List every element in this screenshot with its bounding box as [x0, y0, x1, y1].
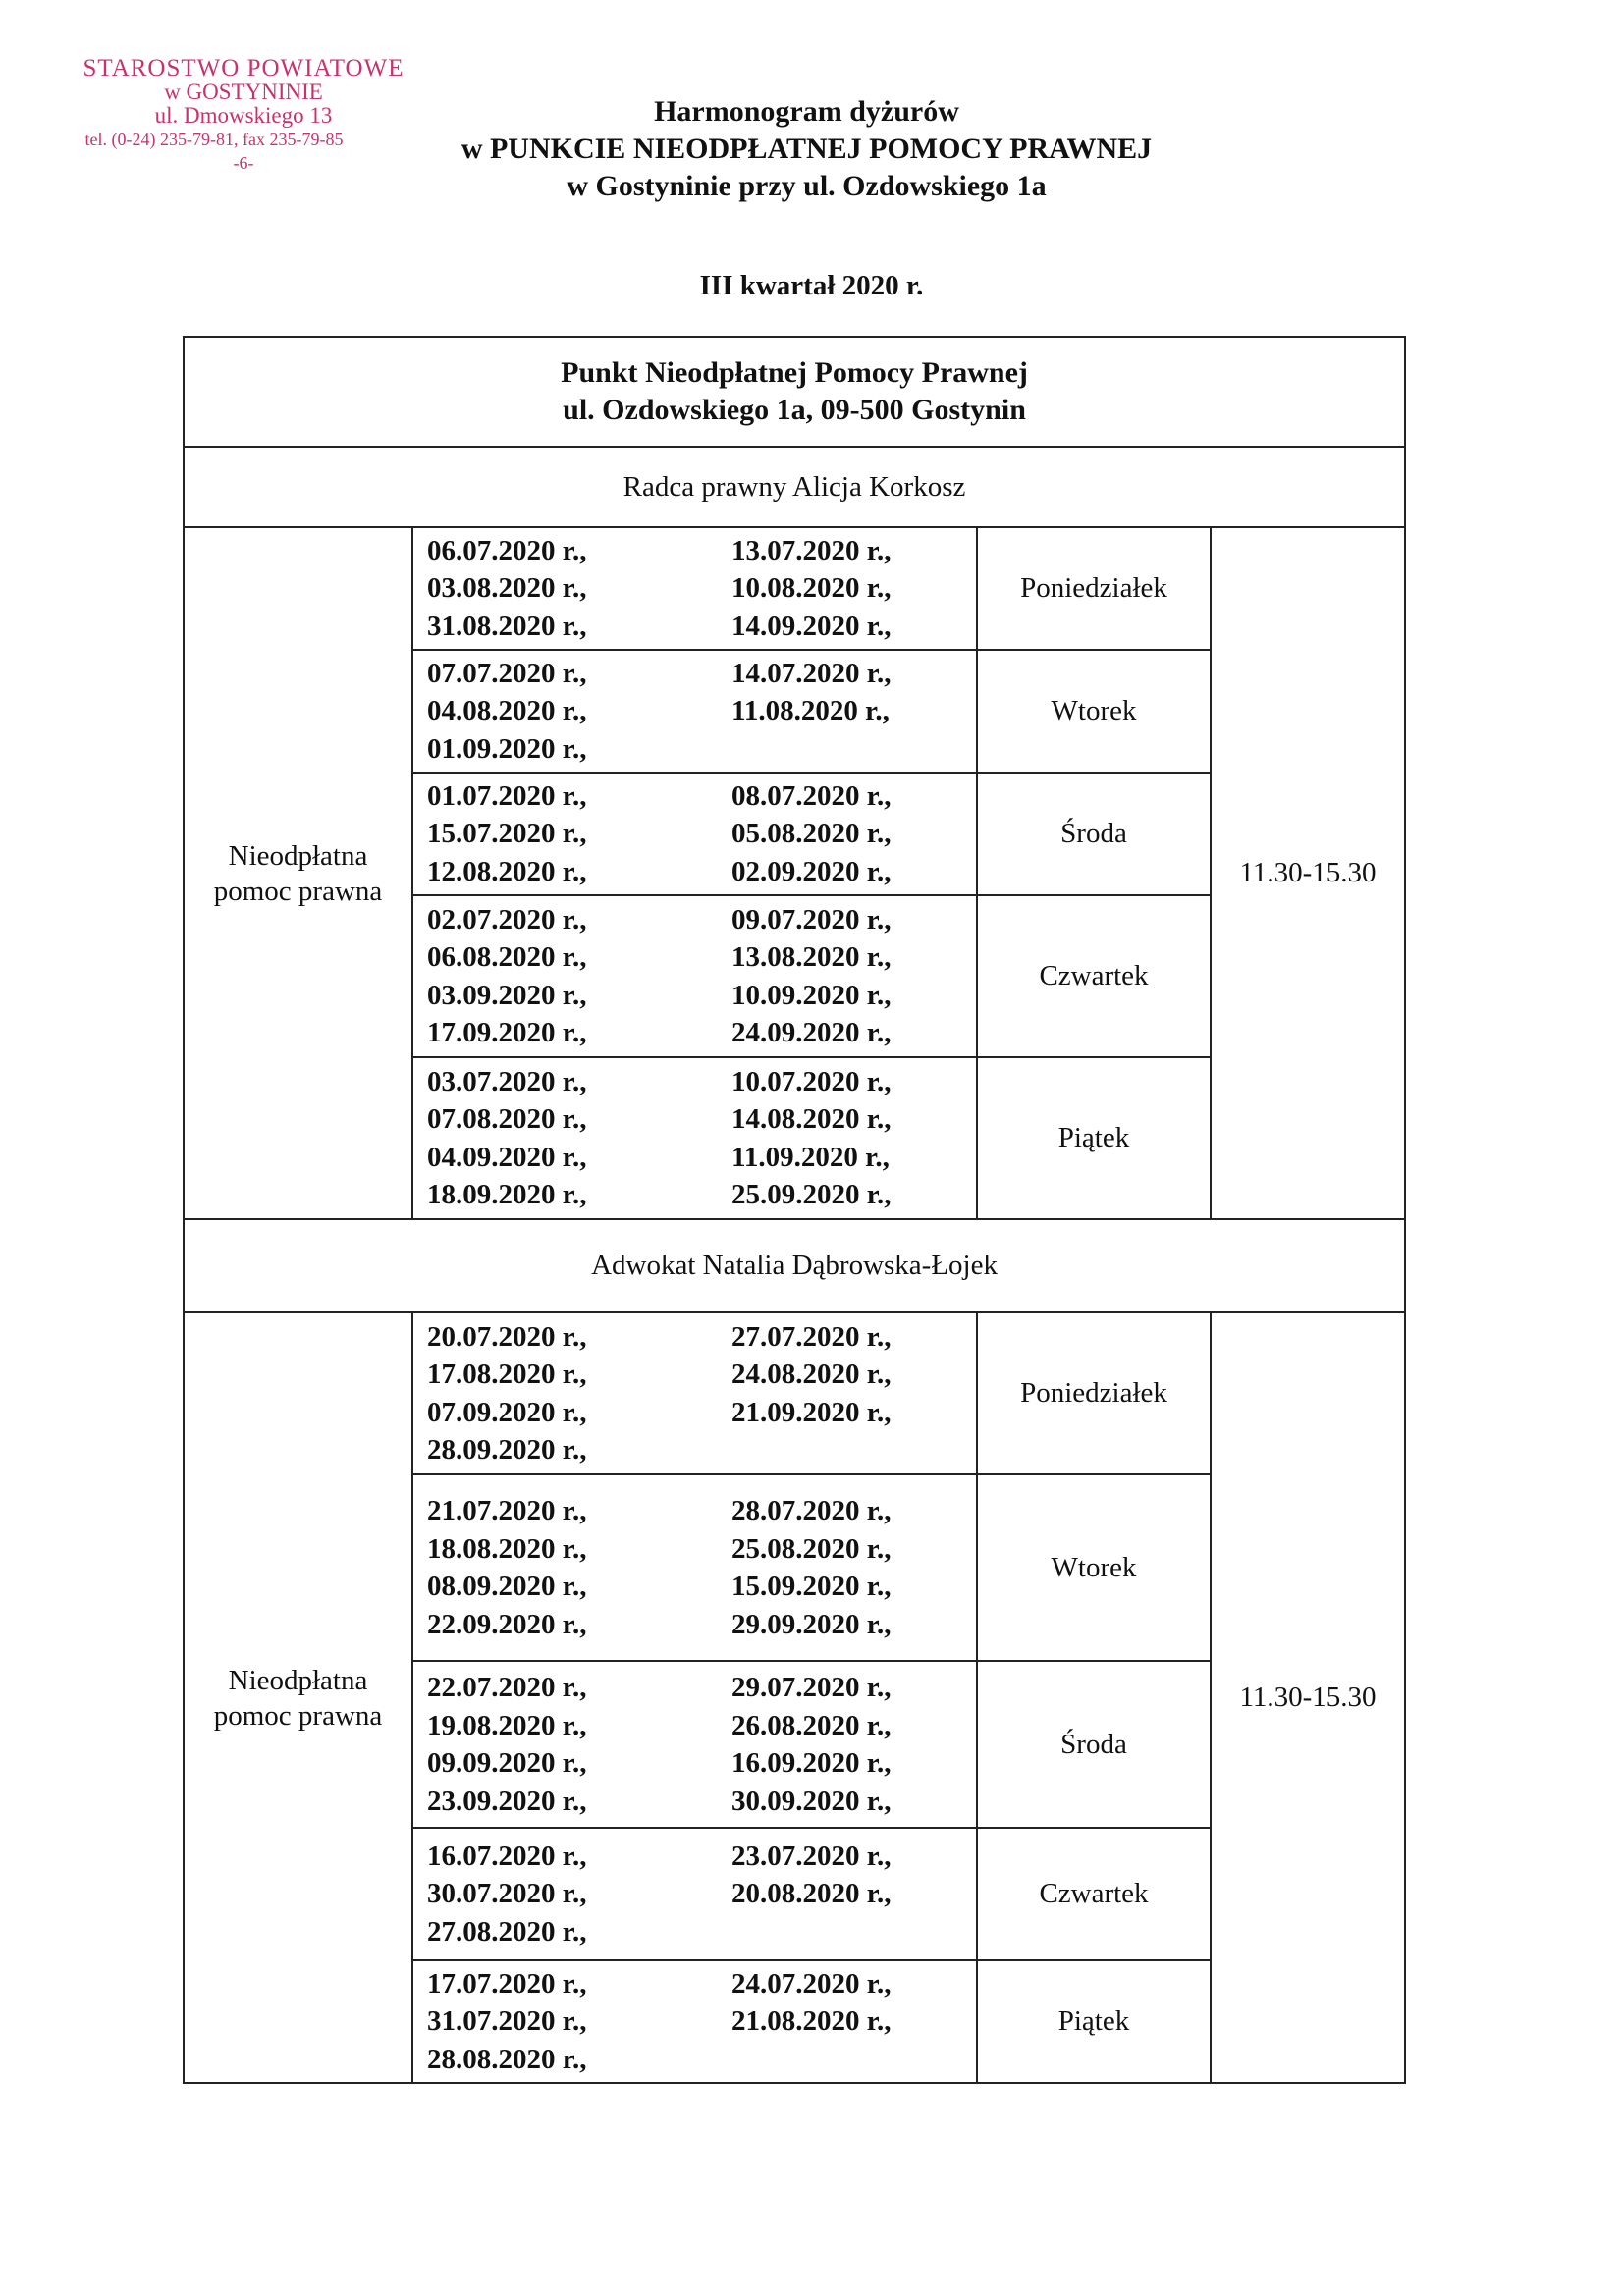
weekday: Poniedziałek: [977, 527, 1211, 650]
duty-dates: [412, 1661, 977, 1828]
service-category-line: Nieodpłatna: [228, 1664, 368, 1696]
service-category-line: pomoc prawna: [213, 875, 383, 907]
duty-date: 21.08.2020 r.,: [731, 2005, 892, 2038]
duty-date: 12.08.2020 r.,: [427, 855, 587, 887]
duty-date: 23.07.2020 r.,: [731, 1840, 892, 1872]
duty-date: 20.07.2020 r.,: [427, 1320, 587, 1353]
service-category-line: pomoc prawna: [213, 1699, 383, 1732]
duty-date: 17.09.2020 r.,: [427, 1017, 587, 1048]
duty-date: 08.09.2020 r.,: [427, 1571, 587, 1602]
duty-dates: [412, 773, 977, 895]
weekday: Piątek: [977, 1057, 1211, 1219]
schedule-table: [183, 336, 1406, 2084]
duty-dates: [412, 1312, 977, 1474]
stamp-line-3: ul. Dmowskiego 13: [154, 103, 333, 128]
duty-date: 19.08.2020 r.,: [427, 1709, 587, 1741]
weekday: Wtorek: [977, 1474, 1211, 1661]
duty-date: 09.07.2020 r.,: [731, 903, 892, 935]
duty-date: 13.08.2020 r.,: [731, 941, 892, 973]
duty-dates: [412, 1474, 977, 1661]
weekday: Poniedziałek: [977, 1312, 1211, 1474]
duty-date: 17.07.2020 r.,: [427, 1967, 587, 2000]
duty-dates: [412, 1960, 977, 2083]
duty-date: 10.09.2020 r.,: [731, 979, 892, 1011]
service-category-line: Nieodpłatna: [228, 839, 368, 872]
duty-date: 04.08.2020 r.,: [427, 695, 587, 727]
duty-date: 16.07.2020 r.,: [427, 1840, 587, 1872]
duty-date: 01.07.2020 r.,: [427, 779, 587, 812]
duty-date: 14.09.2020 r.,: [731, 610, 892, 642]
duty-date: 11.09.2020 r.,: [731, 1141, 890, 1173]
quarter-label: III kwartał 2020 r.: [699, 270, 924, 301]
stamp-line-2: w GOSTYNINIE: [164, 80, 323, 104]
duty-date: 02.09.2020 r.,: [731, 855, 892, 887]
office-hours: 11.30-15.30: [1211, 1312, 1405, 2083]
table-header: [184, 337, 1405, 447]
service-category: [184, 527, 412, 1219]
duty-date: 24.07.2020 r.,: [731, 1967, 892, 2000]
duty-dates: [412, 527, 977, 650]
duty-dates: [412, 650, 977, 773]
duty-date: 07.07.2020 r.,: [427, 657, 587, 689]
duty-date: 28.09.2020 r.,: [427, 1434, 587, 1466]
duty-date: 03.07.2020 r.,: [427, 1065, 587, 1097]
office-hours: 11.30-15.30: [1211, 527, 1405, 1219]
duty-date: 28.07.2020 r.,: [731, 1495, 892, 1526]
duty-date: 31.08.2020 r.,: [427, 610, 587, 642]
weekday: Czwartek: [977, 895, 1211, 1057]
duty-date: 25.09.2020 r.,: [731, 1179, 892, 1210]
duty-date: 06.07.2020 r.,: [427, 534, 587, 566]
duty-date: 14.08.2020 r.,: [731, 1103, 892, 1135]
duty-date: 09.09.2020 r.,: [427, 1747, 587, 1779]
duty-date: 01.09.2020 r.,: [427, 732, 587, 765]
duty-date: 07.09.2020 r.,: [427, 1396, 587, 1428]
duty-date: 20.08.2020 r.,: [731, 1878, 892, 1910]
duty-date: 27.08.2020 r.,: [427, 1915, 587, 1948]
duty-date: 15.09.2020 r.,: [731, 1571, 892, 1602]
stamp-line-5: -6-: [233, 153, 254, 173]
title-line-2: w PUNKCIE NIEODPŁATNEJ POMOCY PRAWNEJ: [460, 133, 1153, 165]
duty-date: 08.07.2020 r.,: [731, 779, 892, 812]
duty-date: 18.09.2020 r.,: [427, 1179, 587, 1210]
duty-date: 02.07.2020 r.,: [427, 903, 587, 935]
header-line-2: ul. Ozdowskiego 1a, 09-500 Gostynin: [563, 394, 1026, 426]
lawyer-name: Adwokat Natalia Dąbrowska-Łojek: [184, 1219, 1405, 1312]
table-row: [184, 527, 1405, 650]
duty-date: 14.07.2020 r.,: [731, 657, 892, 689]
duty-date: 29.07.2020 r.,: [731, 1672, 892, 1703]
duty-date: 07.08.2020 r.,: [427, 1103, 587, 1135]
stamp-line-1: STAROSTWO POWIATOWE: [82, 55, 405, 81]
duty-date: 24.09.2020 r.,: [731, 1017, 892, 1048]
table-row: [184, 1312, 1405, 1474]
duty-date: 25.08.2020 r.,: [731, 1532, 892, 1565]
title-line-1: Harmonogram dyżurów: [654, 95, 959, 128]
document-title: [0, 93, 1623, 205]
title-line-3: w Gostyninie przy ul. Ozdowskiego 1a: [567, 170, 1047, 202]
duty-date: 06.08.2020 r.,: [427, 941, 587, 973]
duty-date: 03.08.2020 r.,: [427, 572, 587, 605]
duty-date: 30.09.2020 r.,: [731, 1785, 892, 1817]
weekday: Środa: [977, 1661, 1211, 1828]
duty-date: 16.09.2020 r.,: [731, 1747, 892, 1779]
duty-date: 11.08.2020 r.,: [731, 695, 890, 727]
lawyer-name: Radca prawny Alicja Korkosz: [184, 447, 1405, 527]
weekday: Wtorek: [977, 650, 1211, 773]
weekday: Piątek: [977, 1960, 1211, 2083]
weekday: Środa: [977, 773, 1211, 895]
duty-date: 13.07.2020 r.,: [731, 534, 892, 566]
duty-date: 29.09.2020 r.,: [731, 1608, 892, 1640]
duty-dates: [412, 895, 977, 1057]
duty-date: 24.08.2020 r.,: [731, 1359, 892, 1390]
duty-date: 17.08.2020 r.,: [427, 1359, 587, 1390]
stamp-line-4: tel. (0-24) 235-79-81, fax 235-79-85: [84, 130, 344, 149]
duty-date: 23.09.2020 r.,: [427, 1785, 587, 1817]
duty-date: 21.09.2020 r.,: [731, 1396, 892, 1428]
duty-date: 31.07.2020 r.,: [427, 2005, 587, 2038]
duty-date: 22.09.2020 r.,: [427, 1608, 587, 1640]
duty-dates: [412, 1057, 977, 1219]
duty-date: 15.07.2020 r.,: [427, 818, 587, 850]
header-line-1: Punkt Nieodpłatnej Pomocy Prawnej: [561, 356, 1028, 389]
duty-date: 04.09.2020 r.,: [427, 1141, 587, 1173]
duty-dates: [412, 1828, 977, 1960]
weekday: Czwartek: [977, 1828, 1211, 1960]
duty-date: 30.07.2020 r.,: [427, 1878, 587, 1910]
service-category: [184, 1312, 412, 2083]
duty-date: 28.08.2020 r.,: [427, 2043, 587, 2075]
duty-date: 10.07.2020 r.,: [731, 1065, 892, 1097]
duty-date: 05.08.2020 r.,: [731, 818, 892, 850]
duty-date: 10.08.2020 r.,: [731, 572, 892, 605]
duty-date: 18.08.2020 r.,: [427, 1532, 587, 1565]
duty-date: 21.07.2020 r.,: [427, 1495, 587, 1526]
duty-date: 27.07.2020 r.,: [731, 1320, 892, 1353]
duty-date: 22.07.2020 r.,: [427, 1672, 587, 1703]
duty-date: 03.09.2020 r.,: [427, 979, 587, 1011]
duty-date: 26.08.2020 r.,: [731, 1709, 892, 1741]
